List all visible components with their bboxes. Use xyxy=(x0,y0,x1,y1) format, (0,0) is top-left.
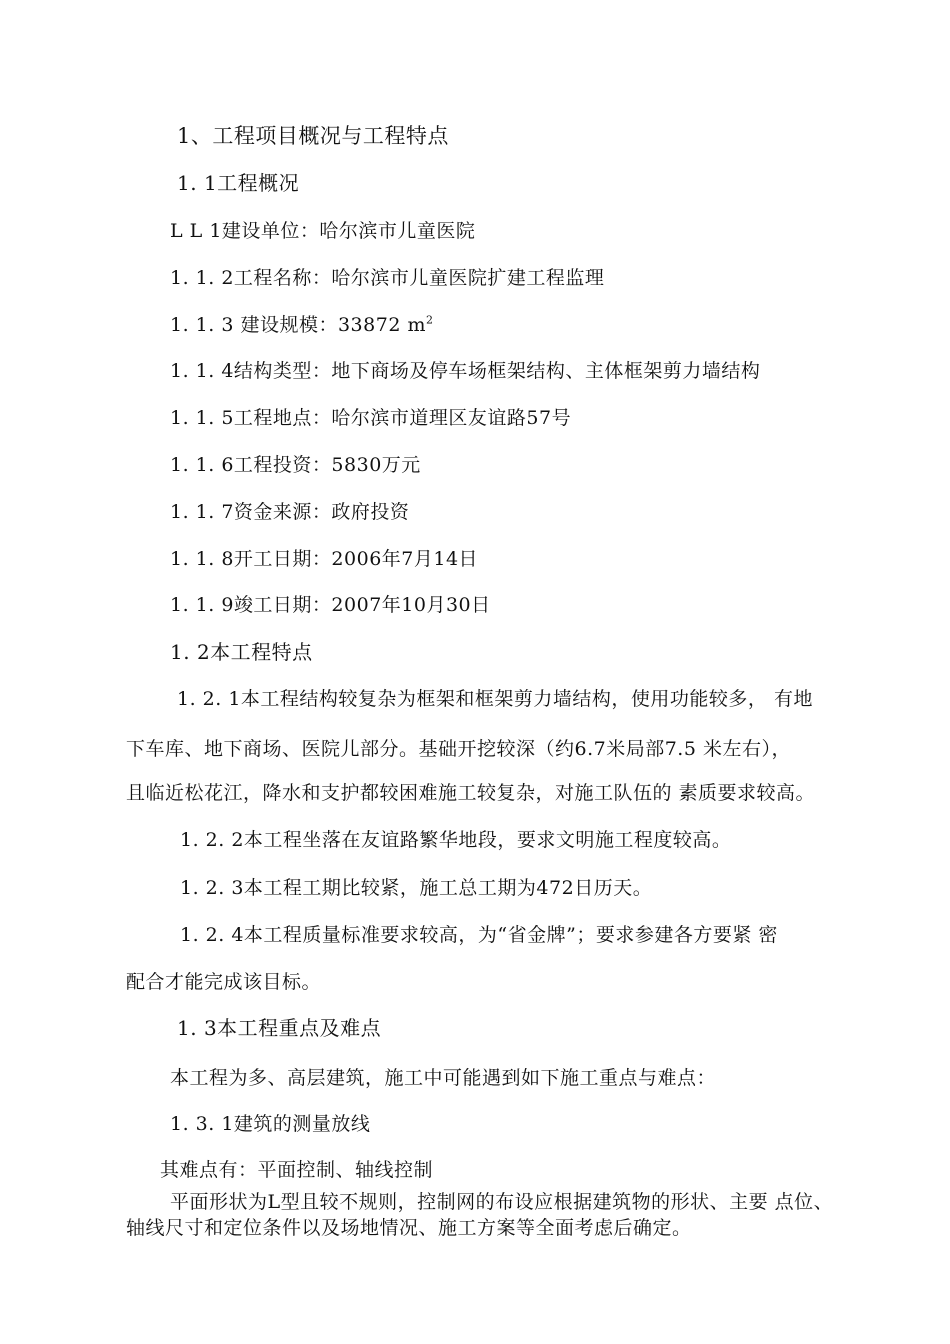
item-funding-source: 1. 1. 7资金来源：政府投资 xyxy=(170,501,410,523)
item-construction-unit: L L 1建设单位：哈尔滨市儿童医院 xyxy=(170,220,476,242)
item-construction-scale xyxy=(170,313,433,337)
paragraph-1-2-4-line-1: 1. 2. 4本工程质量标准要求较高，为“省金牌”；要求参建各方要紧 密 xyxy=(180,924,778,946)
section-heading-1-2: 1. 2本工程特点 xyxy=(170,640,313,664)
item-project-investment: 1. 1. 6工程投资：5830万元 xyxy=(170,454,421,476)
construction-scale-text: 1. 1. 3 建设规模：33872 m xyxy=(170,314,426,336)
paragraph-1-2-2: 1. 2. 2本工程坐落在友谊路繁华地段，要求文明施工程度较高。 xyxy=(180,829,732,851)
paragraph-difficulty: 其难点有：平面控制、轴线控制 xyxy=(160,1159,434,1181)
paragraph-1-2-1-line-3: 且临近松花江，降水和支护都较困难施工较复杂，对施工队伍的 素质要求较高。 xyxy=(126,782,816,804)
paragraph-shape-line-2: 轴线尺寸和定位条件以及场地情况、施工方案等全面考虑后确定。 xyxy=(126,1217,692,1239)
paragraph-1-2-1-line-2: 下车库、地下商场、医院儿部分。基础开挖较深（约6.7米局部7.5 米左右）， xyxy=(126,738,791,760)
item-project-name: 1. 1. 2工程名称：哈尔滨市儿童医院扩建工程监理 xyxy=(170,267,605,289)
item-project-location: 1. 1. 5工程地点：哈尔滨市道理区友谊路57号 xyxy=(170,407,572,429)
paragraph-1-3-intro: 本工程为多、高层建筑，施工中可能遇到如下施工重点与难点： xyxy=(170,1067,717,1089)
paragraph-1-2-1-line-1: 1. 2. 1本工程结构较复杂为框架和框架剪力墙结构，使用功能较多， 有地 xyxy=(177,688,813,710)
item-1-3-1-survey: 1. 3. 1建筑的测量放线 xyxy=(170,1113,371,1135)
square-superscript: 2 xyxy=(425,313,434,327)
item-start-date: 1. 1. 8开工日期：2006年7月14日 xyxy=(170,548,479,570)
item-structure-type: 1. 1. 4结构类型：地下商场及停车场框架结构、主体框架剪力墙结构 xyxy=(170,360,761,382)
section-heading-1-3: 1. 3本工程重点及难点 xyxy=(177,1016,382,1040)
main-heading: 1、工程项目概况与工程特点 xyxy=(177,124,449,148)
paragraph-shape-line-1: 平面形状为L型且较不规则，控制网的布设应根据建筑物的形状、主要 点位、 xyxy=(170,1191,834,1213)
section-heading-1-1: 1. 1工程概况 xyxy=(177,171,300,195)
paragraph-1-2-4-line-2: 配合才能完成该目标。 xyxy=(126,971,322,993)
paragraph-1-2-3: 1. 2. 3本工程工期比较紧，施工总工期为472日历天。 xyxy=(180,877,653,899)
item-completion-date: 1. 1. 9竣工日期：2007年10月30日 xyxy=(170,594,491,616)
